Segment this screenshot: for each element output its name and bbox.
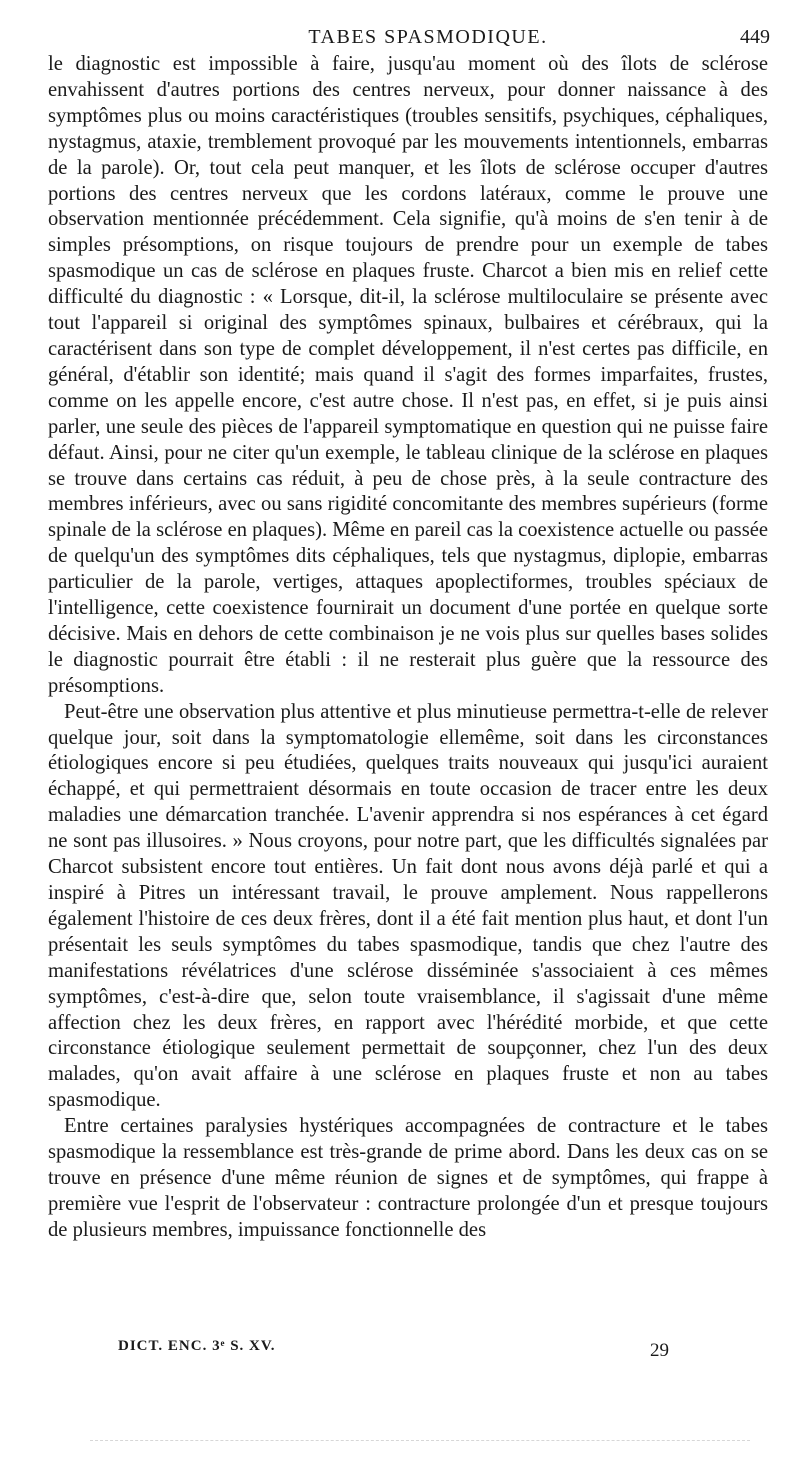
running-title: TABES SPASMODIQUE. <box>308 26 548 48</box>
paragraph: Entre certaines paralysies hystériques accompagnées de contracture et le tabes spasmodique la ressemblance est très-grande de prime abord. Dans les deux cas on se trouve en présence d'une même réunion de signes et de symptômes, qui frappe à première vue l'esprit de l'observateur : contracture prolongée d'un et presque toujours de plusieurs membres, impuissance fonctionnelle des <box>48 1115 768 1241</box>
page-number: 449 <box>740 26 770 48</box>
paragraph: le diagnostic est impossible à faire, jusqu'au moment où des îlots de sclérose envahissent d'autres portions des centres nerveux, pour donner naissance à des symptômes plus ou moins caractéristiques (troubles sensitifs, psychiques, céphaliques, nystagmus, ataxie, tremblement provoqué par les mouvements intentionnels, embarras de la parole). Or, tout cela peut manquer, et les îlots de sclérose occuper d'autres portions des centres nerveux que les cordons latéraux, comme le prouve une observation mentionnée précédemment. Cela signifie, qu'à moins de s'en tenir à de simples présomptions, on risque toujours de prendre pour un exemple de tabes spasmodique un cas de sclérose en plaques fruste. Charcot a bien mis en relief cette difficulté du diagnostic : « Lorsque, dit-il, la sclérose multiloculaire se présente avec tout l'appareil si original des symptômes spinaux, bulbaires et cérébraux, qui la caractérisent dans son type de complet développement, il n'est certes pas difficile, en général, d'établir son identité; mais quand il s'agit des formes imparfaites, frustes, comme on les appelle encore, c'est autre chose. Il n'est pas, en effet, si je puis ainsi parler, une seule des pièces de l'appareil symptomatique en question qui ne puisse faire défaut. Ainsi, pour ne citer qu'un exemple, le tableau clinique de la sclérose en plaques se trouve dans certains cas réduit, à peu de chose près, à la seule contracture des membres inférieurs, avec ou sans rigidité concomitante des membres supérieurs (forme spinale de la sclérose en plaques). Même en pareil cas la coexistence actuelle ou passée de quelqu'un des symptômes dits céphaliques, tels que nystagmus, diplopie, embarras particulier de la parole, vertiges, attaques apoplectiformes, troubles spéciaux de l'intelligence, cette coexistence fournirait un document d'une portée en quelque sorte décisive. Mais en dehors de cette combinaison je ne vois plus sur quelles bases solides le diagnostic pourrait être établi : il ne resterait plus guère que la ressource des présomptions. <box>48 53 768 697</box>
paragraph: Peut-être une observation plus attentive et plus minutieuse permettra-t-elle de relever quelque jour, soit dans la symptomatologie ellemême, soit dans les circonstances étiologiques encore si peu étudiées, quelques traits nouveaux qui jusqu'ici auraient échappé, et qui permettraient désormais en toute occasion de tracer entre les deux maladies une démarcation tranchée. L'avenir apprendra si nos espérances à cet égard ne sont pas illusoires. » Nous croyons, pour notre part, que les difficultés signalées par Charcot subsistent encore tout entières. Un fait dont nous avons déjà parlé et qui a inspiré à Pitres un intéressant travail, le prouve amplement. Nous rappellerons également l'histoire de ces deux frères, dont il a été fait mention plus haut, et dont l'un présentait les seuls symptômes du tabes spasmodique, tandis que chez l'autre des manifestations révélatrices d'une sclérose disséminée s'associaient à ces mêmes symptômes, c'est-à-dire que, selon toute vraisemblance, il s'agissait d'une même affection chez les deux frères, en rapport avec l'hérédité morbide, et que cette circonstance étiologique seulement permettait de soupçonner, chez l'un des deux malades, qu'on avait affaire à une sclérose en plaques fruste et non au tabes spasmodique. <box>48 700 768 1112</box>
page-header <box>50 26 770 54</box>
page-footer <box>118 1338 700 1368</box>
scan-edge-marks <box>90 1440 750 1445</box>
body-text <box>48 52 768 1244</box>
printer-signature: DICT. ENC. 3ᵉ S. XV. <box>118 1338 276 1354</box>
signature-number: 29 <box>650 1340 669 1361</box>
